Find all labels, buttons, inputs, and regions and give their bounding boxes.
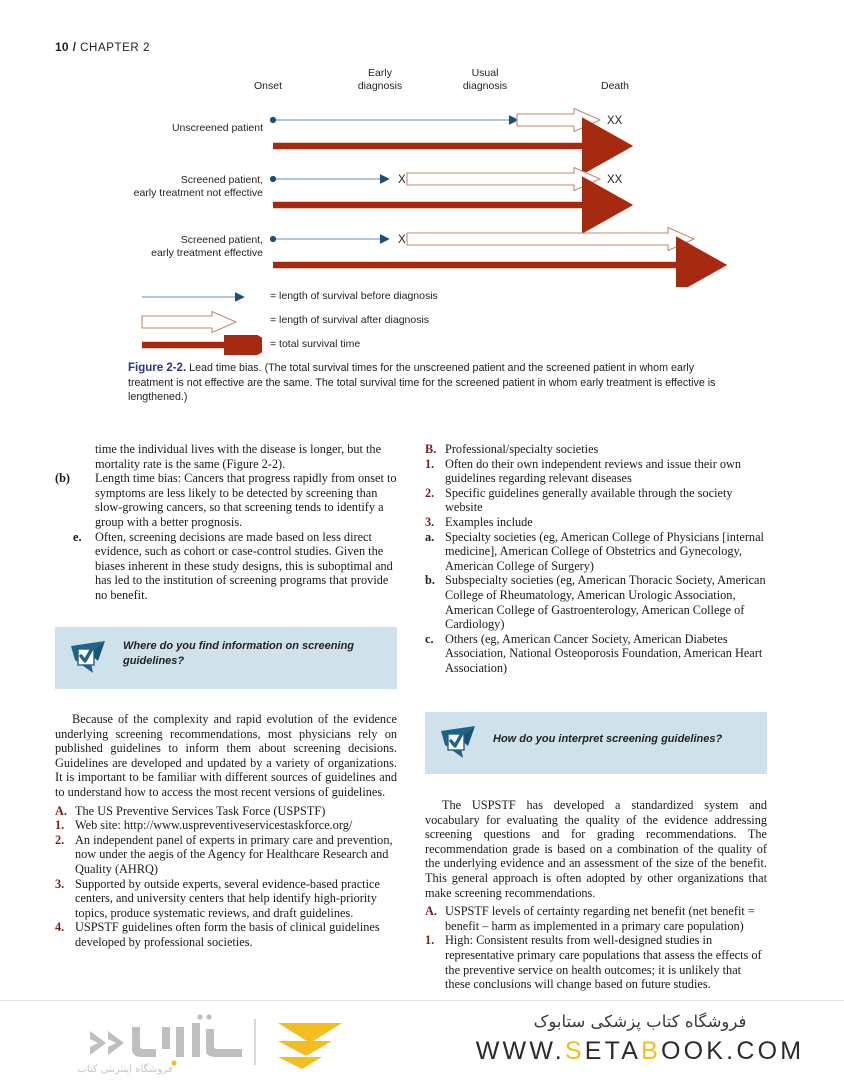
list-item-r2-website: [425, 486, 767, 515]
watermark-logo-left: [70, 1009, 400, 1075]
list-text-r1: Often do their own independent reviews and issue their own guidelines regarding relevant diseases: [445, 456, 742, 486]
runhead-separator: /: [72, 42, 77, 54]
list-item-r1-high: [425, 933, 767, 991]
checkbox-arrow-icon: [439, 724, 479, 762]
running-head: [55, 40, 150, 54]
list-marker-B: B.: [425, 442, 437, 456]
list-marker-e: e.: [73, 529, 82, 544]
watermark-persian-text: فروشگاه کتاب پزشکی ستابوک: [533, 1012, 747, 1031]
left-list-bottom: [55, 804, 397, 950]
list-text-B: Professional/specialty societies: [445, 442, 599, 456]
list-marker-2: 2.: [55, 832, 65, 847]
watermark-url: [470, 1037, 810, 1066]
right-paragraph: The USPSTF has developed a standardized system and vocabulary for evaluating the quality of the evidence addressing screening questions and for grading recommendations. The recommendation grade is based on a combination of the quality of the underlying evidence and an assessment of the size of the benefit. This general approach is often adopted by other organizations that make screening recommendations.: [425, 798, 767, 900]
checkbox-arrow-icon: [69, 639, 109, 677]
list-item-B-societies: [425, 442, 767, 457]
url-part-b: B: [641, 1037, 662, 1065]
thick-red-arrow-swatch: [140, 335, 262, 355]
url-part-3: OOK.COM: [661, 1037, 805, 1065]
axis-label-early-diagnosis: Early diagnosis: [357, 67, 403, 92]
list-text-e: Often, screening decisions are made based on less direct evidence, such as cohort or case-control studies. Given the biases inherent in these study designs, this is suboptimal and has led to the institution of screening programs that provide no benefit.: [95, 529, 393, 602]
axis-label-usual-diagnosis: Usual diagnosis: [462, 67, 508, 92]
list-item-3-supported: [55, 877, 397, 921]
list-text-rb: Subspecialty societies (eg, American Thoracic Society, American College of Rheumatology, American Urologic Association, American College of Gastroenterology, American College of Cardiology): [445, 573, 766, 632]
thin-blue-arrow-swatch: [140, 287, 262, 307]
callout-box-interpret-guidelines: [425, 712, 767, 774]
callout-left: [55, 627, 397, 689]
footer-watermark: [0, 1000, 844, 1081]
list-item-rc-others: [425, 632, 767, 676]
legend-label-total-survival: = total survival time: [270, 338, 361, 350]
legend-label-after-diagnosis: = length of survival after diagnosis: [270, 314, 430, 326]
list-marker-ra: a.: [425, 529, 435, 544]
row-label-screened-not-effective: Screened patient, early treatment not effective: [133, 174, 263, 199]
legend-item-after-diagnosis: [140, 311, 430, 335]
list-text-rB1: High: Consistent results from well-designed studies in representative primary care populations that assess the effects of the preventive service on health outcomes; it is unlikely that these conclusions will change based on future studies.: [445, 933, 762, 992]
svg-text:XX: XX: [607, 115, 623, 127]
legend-item-total-survival: [140, 335, 361, 359]
list-item-2-panel: [55, 833, 397, 877]
url-part-2: ETA: [584, 1037, 642, 1065]
url-part-s: S: [564, 1037, 585, 1065]
legend-item-before-diagnosis: [140, 287, 438, 311]
row-label-unscreened: Unscreened patient: [171, 122, 263, 134]
list-marker-r1: 1.: [425, 456, 435, 471]
list-marker-b: (b): [55, 471, 71, 486]
list-text-1: Web site: http://www.uspreventiveservicestaskforce.org/: [75, 818, 353, 833]
right-list-bottom: [425, 904, 767, 992]
right-column-top: [425, 442, 767, 676]
list-text-rA: USPSTF levels of certainty regarding net benefit (net benefit = benefit – harm as implemented in a primary care population): [445, 904, 755, 933]
list-text-r2: Specific guidelines generally available through the society website: [445, 485, 733, 515]
callout-question-right: How do you interpret screening guidelines?: [493, 733, 723, 745]
list-text-A: The US Preventive Services Task Force (USPSTF): [75, 803, 326, 818]
figure-2-2: [55, 62, 790, 407]
svg-text:X: X: [398, 174, 406, 186]
lead-time-bias-diagram: [55, 62, 790, 287]
list-item-e: [73, 530, 397, 603]
legend-label-before-diagnosis: = length of survival before diagnosis: [270, 290, 438, 302]
list-text-rc: Others (eg, American Cancer Society, American Diabetes Association, National Osteoporosis Foundation, American Heart Association): [445, 631, 763, 675]
hollow-outline-arrow-swatch: [140, 311, 262, 333]
continuation-text-body: time the individual lives with the disease is longer, but the mortality rate is the same (Figure 2-2).: [95, 442, 382, 471]
list-marker-r3: 3.: [425, 514, 435, 529]
right-list-top: [425, 442, 767, 676]
list-item-ra-specialty: [425, 530, 767, 574]
list-text-2: An independent panel of experts in primary care and prevention, now under the aegis of the Agency for Healthcare Research and Quality (AHRQ): [75, 832, 393, 876]
list-marker-3: 3.: [55, 876, 65, 891]
list-item-r1-reviews: [425, 457, 767, 486]
chapter-label: CHAPTER 2: [80, 42, 151, 54]
list-marker-rc: c.: [425, 631, 434, 646]
figure-caption-text: Lead time bias. (The total survival times for the unscreened patient and the screened patient in whom early treatment is not effective are the same. The total survival time for the screened patient in whom early treatment is effective is lengthened.): [128, 362, 716, 404]
callout-question-left: Where do you find information on screening guidelines?: [123, 640, 355, 667]
svg-text:XX: XX: [607, 174, 623, 186]
list-text-b: Length time bias: Cancers that progress rapidly from onset to symptoms are less likely to be detected by screening than slow-growing cancers, so that screening tends to identify a group with a better prognosis.: [95, 471, 397, 529]
right-column-lower: [425, 798, 767, 992]
list-item-1-website: [55, 818, 397, 833]
url-part-1: WWW.: [475, 1037, 565, 1065]
list-marker-1: 1.: [55, 818, 65, 833]
list-item-A-levels-certainty: [425, 904, 767, 933]
list-text-r3: Examples include: [445, 514, 533, 529]
list-marker-4: 4.: [55, 920, 65, 935]
left-paragraph: Because of the complexity and rapid evolution of the evidence underlying screening recommendations, most physicians rely on published guidelines to inform them about screening decisions. Guidelines are developed and updated by a variety of organizations. It is important to be familiar with different sources of guidelines and to understand how to access the most recent versions of guidelines.: [55, 712, 397, 799]
list-item-4-basis: [55, 920, 397, 949]
list-item-rb-subspecialty: [425, 573, 767, 631]
list-marker-rb: b.: [425, 573, 435, 588]
page-number: 10: [55, 40, 69, 54]
list-text-3: Supported by outside experts, several evidence-based practice centers, and university centers that help identify high-priority topics, produce systematic reviews, and draft guidelines.: [75, 876, 380, 920]
list-text-4: USPSTF guidelines often form the basis of clinical guidelines developed by professional societies.: [75, 920, 380, 949]
axis-label-onset: Onset: [253, 80, 282, 92]
figure-legend: [140, 287, 438, 359]
list-text-ra: Specialty societies (eg, American College of Physicians [internal medicine], American College of Obstetrics and Gynecology, American College of Surgery): [445, 529, 764, 573]
list-item-r3-examples: [425, 515, 767, 530]
continuation-text: [55, 442, 397, 471]
figure-caption: [128, 361, 716, 405]
list-marker-rB1: 1.: [425, 933, 435, 948]
left-column: [55, 442, 397, 603]
axis-label-death: Death: [600, 80, 630, 92]
list-marker-A: A.: [55, 803, 67, 818]
watermark-sub-left: فروشگاه اینترنتی کتاب: [77, 1064, 173, 1075]
callout-right: [425, 712, 767, 774]
list-marker-r2: 2.: [425, 485, 435, 500]
left-list-top: [55, 471, 397, 602]
list-item-b: [55, 471, 397, 529]
svg-text:X: X: [398, 234, 406, 246]
callout-box-screening-info: [55, 627, 397, 689]
row-label-screened-effective: Screened patient, early treatment effective: [151, 234, 263, 259]
watermark-right: [470, 1011, 810, 1066]
list-marker-rA: A.: [425, 904, 437, 919]
list-item-A-uspstf: [55, 804, 397, 819]
figure-caption-label: Figure 2-2.: [128, 362, 187, 374]
left-column-lower: [55, 712, 397, 950]
